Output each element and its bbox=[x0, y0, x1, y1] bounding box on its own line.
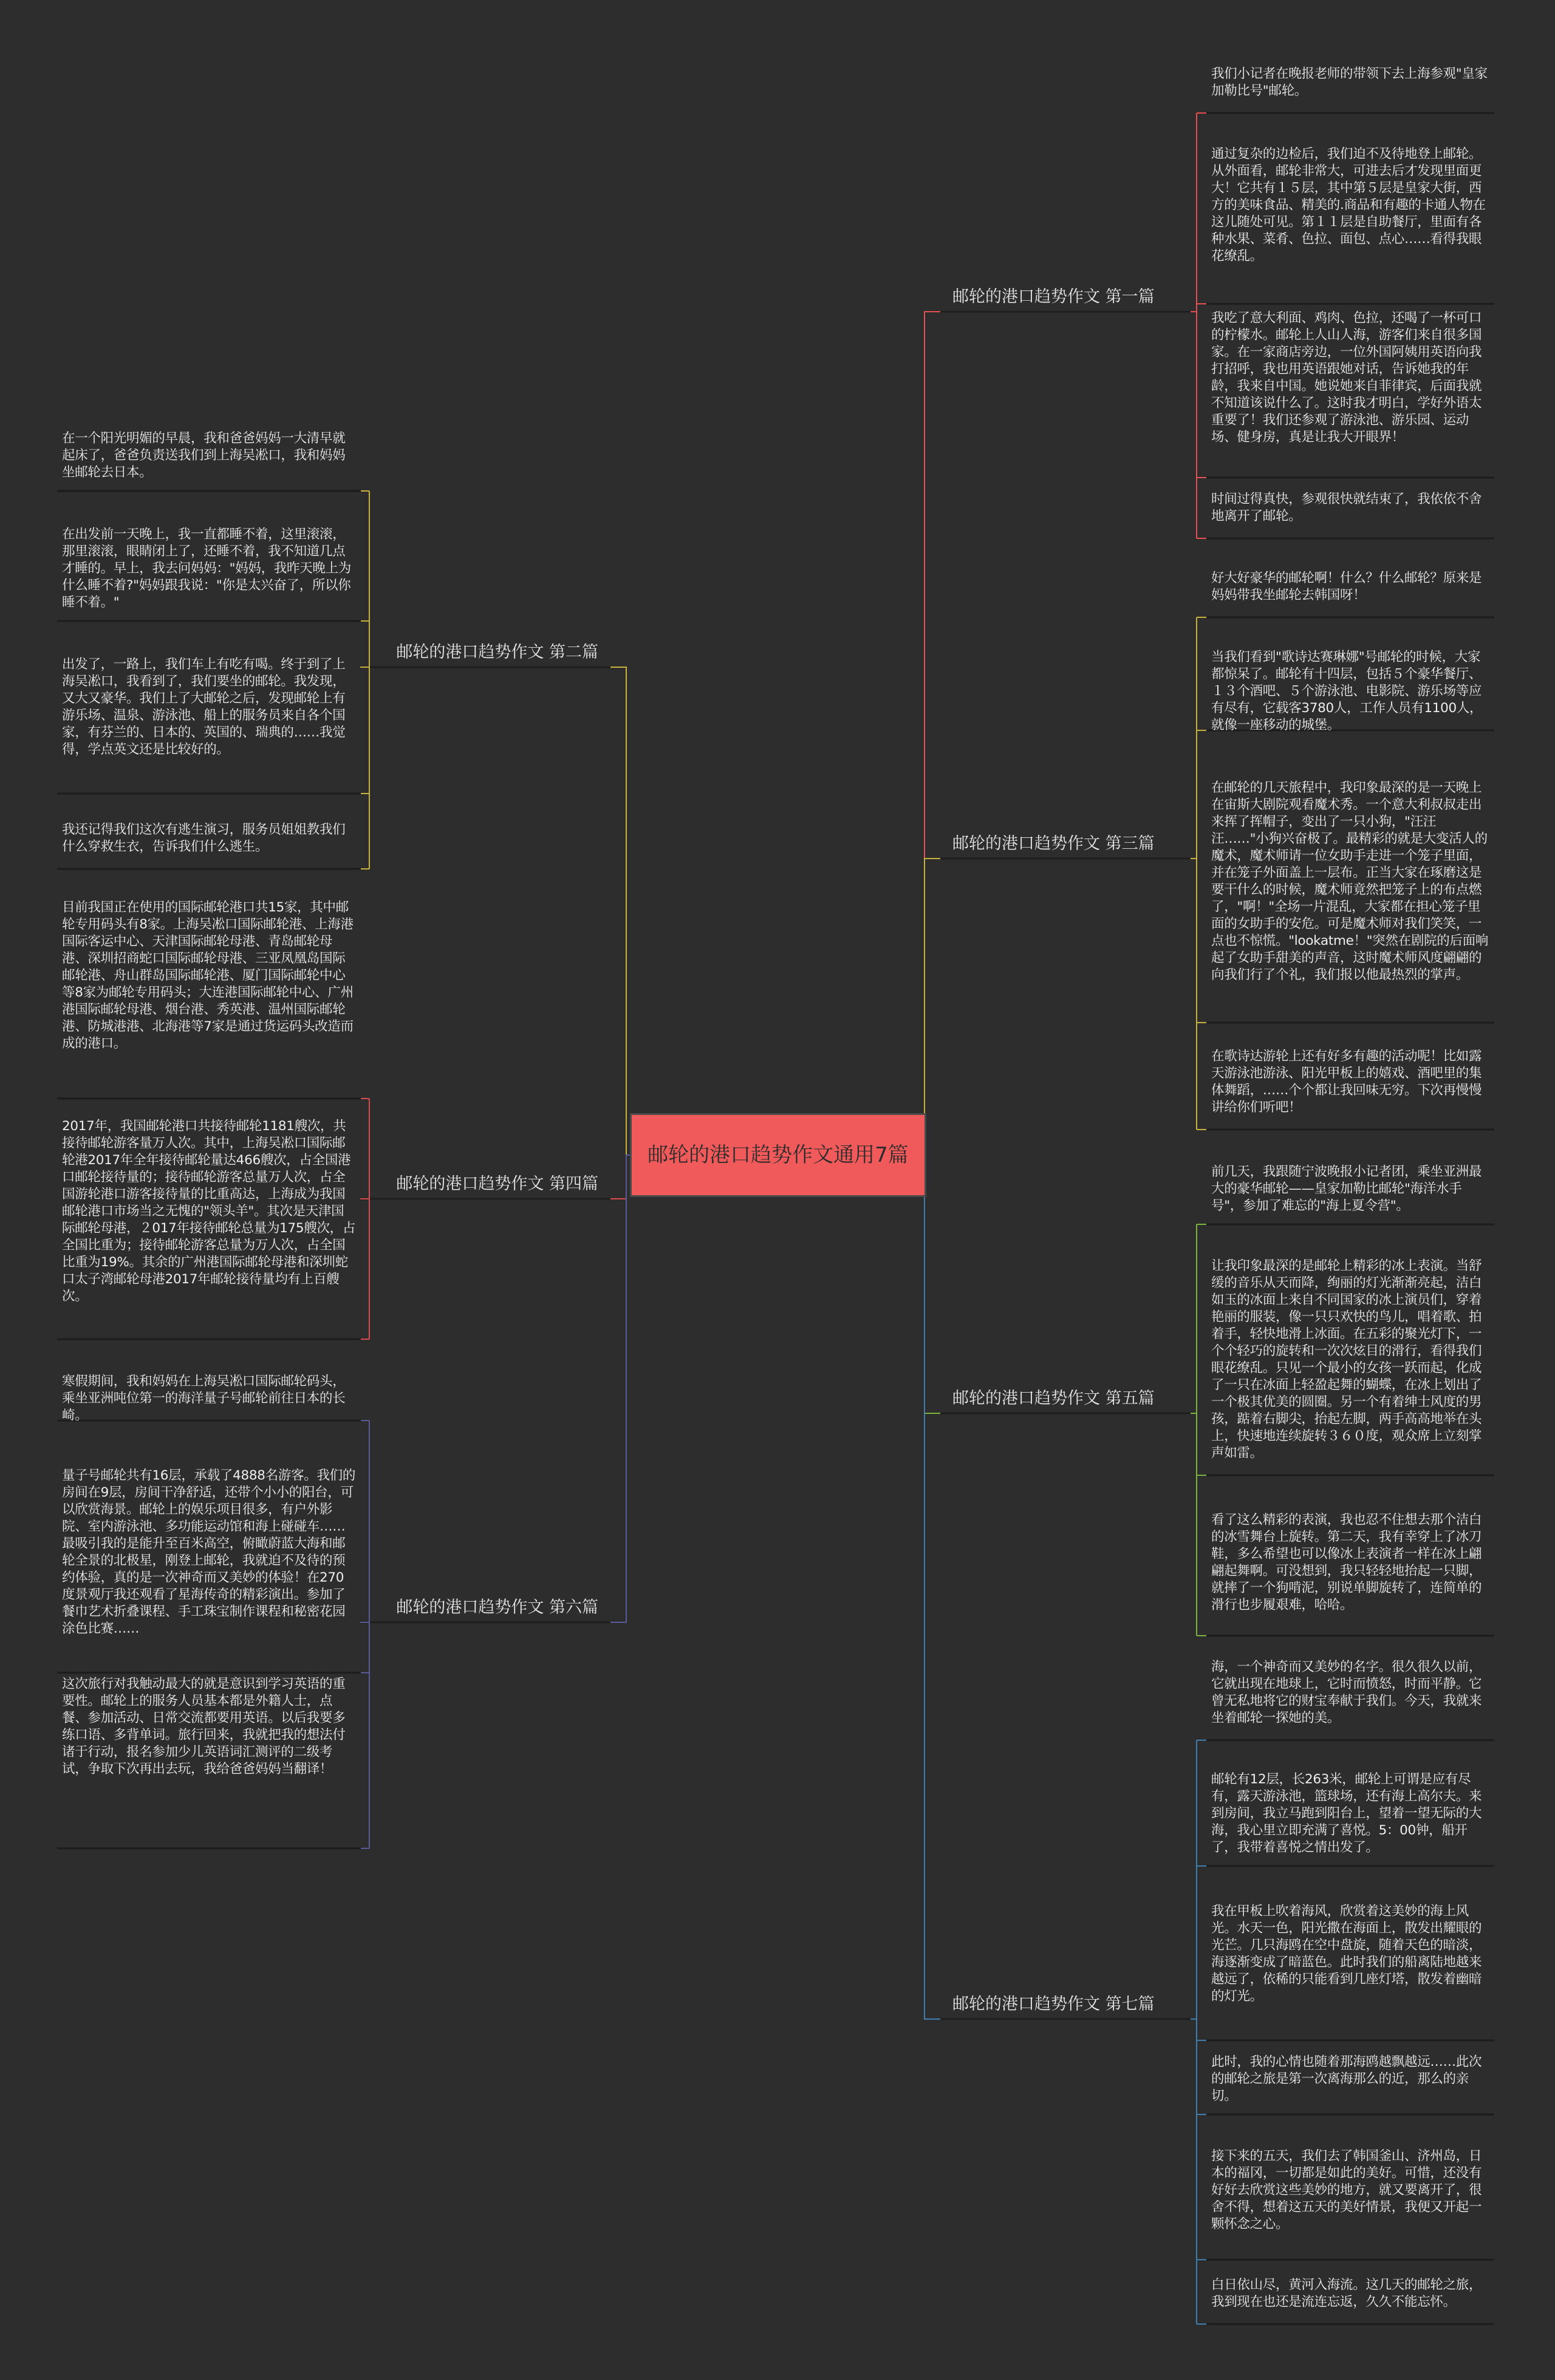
leaf-note: 白日依山尽，黄河入海流。这几天的邮轮之旅，我到现在也还是流连忘返，久久不能忘怀。 bbox=[1211, 2277, 1482, 2310]
central-topic-label: 邮轮的港口趋势作文通用7篇 bbox=[648, 1143, 909, 1167]
leaf-note: 接下来的五天，我们去了韩国釜山、济州岛，日本的福冈，一切都是如此的美好。可惜，还没有好好去欣赏这些美妙的地方，就又要离开了，很舍不得，想着这五天的美好情景，我便又开起一颗怀念之心。 bbox=[1211, 2149, 1482, 2232]
connector bbox=[924, 859, 940, 1155]
leaf-note: 邮轮有12层，长263米，邮轮上可谓是应有尽有，露天游泳池，篮球场，还有海上高尔夫。来到房间，我立马跑到阳台上，望着一望无际的大海，我心里立即充满了喜悦。5：00钟，船开了，我带着喜悦之情出发了。 bbox=[1211, 1772, 1482, 1855]
branch-topic-7[interactable]: 邮轮的港口趋势作文 第七篇 bbox=[952, 1995, 1155, 2014]
leaf-note: 让我印象最深的是邮轮上精彩的冰上表演。当舒缓的音乐从天而降，绚丽的灯光渐渐亮起，洁白如玉的冰面上来自不同国家的冰上演员们，穿着艳丽的服装，像一只只欢快的鸟儿，唱着歌、拍着手，轻快地滑上冰面。在五彩的聚光灯下，一个个轻巧的旋转和一次次炫目的滑行，看得我们眼花缭乱。只见一个最小的女孩一跃而起，化成了一只在冰面上轻盈起舞的蝴蝶，在冰上划出了一个极其优美的圆圈。另一个有着绅士风度的男孩，踮着右脚尖，抬起左脚，两手高高地举在头上，快速地连续旋转３６０度，观众席上立刻掌声如雷。 bbox=[1211, 1258, 1482, 1461]
leaf-note: 在歌诗达游轮上还有好多有趣的活动呢！比如露天游泳池游泳、阳光甲板上的嬉戏、酒吧里的集体舞蹈，……个个都让我回味无穷。下次再慢慢讲给你们听吧！ bbox=[1211, 1049, 1482, 1115]
branch-topic-1[interactable]: 邮轮的港口趋势作文 第一篇 bbox=[952, 287, 1155, 306]
leaf-note: 前几天，我跟随宁波晚报小记者团，乘坐亚洲最大的豪华邮轮——皇家加勒比邮轮"海洋水手号"，参加了难忘的"海上夏令营"。 bbox=[1211, 1164, 1482, 1213]
leaf-note: 这次旅行对我触动最大的就是意识到学习英语的重要性。邮轮上的服务人员基本都是外籍人士，点餐、参加活动、日常交流都要用英语。以后我要多练口语、多背单词。旅行回来，我就把我的想法付诸于行动，报名参加少儿英语词汇测评的二级考试，争取下次再出去玩，我给爸爸妈妈当翻译！ bbox=[62, 1676, 346, 1777]
leaf-note: 此时，我的心情也随着那海鸥越飘越远……此次的邮轮之旅是第一次离海那么的近，那么的亲切。 bbox=[1211, 2054, 1482, 2104]
leaf-note: 目前我国正在使用的国际邮轮港口共15家，其中邮轮专用码头有8家。上海吴凇口国际邮轮港、上海港国际客运中心、天津国际邮轮母港、青岛邮轮母港、深圳招商蛇口国际邮轮母港、三亚凤凰岛国际邮轮港、舟山群岛国际邮轮港、厦门国际邮轮中心等8家为邮轮专用码头；大连港国际邮轮中心、广州港国际邮轮母港、烟台港、秀英港、温州国际邮轮港、防城港港、北海港等7家是通过货运码头改造而成的港口。 bbox=[62, 900, 354, 1051]
branch-topic-3[interactable]: 邮轮的港口趋势作文 第三篇 bbox=[952, 834, 1155, 853]
branch-topic-5[interactable]: 邮轮的港口趋势作文 第五篇 bbox=[952, 1389, 1155, 1408]
leaf-note: 通过复杂的边检后，我们迫不及待地登上邮轮。从外面看，邮轮非常大，可进去后才发现里面更大！它共有１５层，其中第５层是皇家大街，西方的美味食品、精美的.商品和有趣的卡通人物在这儿随处可见。第１１层是自助餐厅，里面有各种水果、菜肴、色拉、面包、点心……看得我眼花缭乱。 bbox=[1211, 146, 1486, 264]
central-topic[interactable] bbox=[630, 1113, 926, 1197]
connector bbox=[924, 312, 940, 1155]
leaf-note: 在邮轮的几天旅程中，我印象最深的是一天晚上在宙斯大剧院观看魔术秀。一个意大利叔叔走出来挥了挥帽子，变出了一只小狗，"汪汪汪……"小狗兴奋极了。最精彩的就是大变活人的魔术，魔术师请一位女助手走进一个笼子里面，并在笼子外面盖上一层布。正当大家在琢磨这是要干什么的时候，魔术师竟然把笼子上的布点燃了，"啊！"全场一片混乱，大家都在担心笼子里面的女助手的安危。可是魔术师对我们笑笑，一点也不惊慌。"lookatme！"突然在剧院的后面响起了女助手甜美的声音，这时魔术师风度翩翩的向我们行了个礼，我们报以他最热烈的掌声。 bbox=[1211, 780, 1489, 983]
branch-topic-6[interactable]: 邮轮的港口趋势作文 第六篇 bbox=[396, 1598, 598, 1617]
leaf-note: 当我们看到"歌诗达赛琳娜"号邮轮的时候，大家都惊呆了。邮轮有十四层，包括５个豪华餐厅、１３个酒吧、５个游泳池、电影院、游乐场等应有尽有，它载客3780人，工作人员有1100人，就像一座移动的城堡。 bbox=[1211, 650, 1483, 733]
leaf-note: 看了这么精彩的表演，我也忍不住想去那个洁白的冰雪舞台上旋转。第二天，我有幸穿上了冰刀鞋，多么希望也可以像冰上表演者一样在冰上翩翩起舞啊。可没想到，我只轻轻地抬起一只脚，就摔了一个狗啃泥，别说单脚旋转了，连简单的滑行也步履艰难，哈哈。 bbox=[1211, 1512, 1482, 1613]
leaf-note: 好大好豪华的邮轮啊！什么？什么邮轮？原来是妈妈带我坐邮轮去韩国呀！ bbox=[1211, 571, 1482, 603]
leaf-note: 在一个阳光明媚的早晨，我和爸爸妈妈一大清早就起床了，爸爸负责送我们到上海吴凇口，我和妈妈坐邮轮去日本。 bbox=[62, 431, 346, 480]
connector bbox=[610, 667, 630, 1155]
connector bbox=[924, 1155, 940, 2019]
connector bbox=[610, 1155, 630, 1622]
leaf-note: 我还记得我们这次有逃生演习，服务员姐姐教我们什么穿救生衣，告诉我们什么逃生。 bbox=[62, 822, 346, 854]
leaf-note: 时间过得真快，参观很快就结束了，我依依不舍地离开了邮轮。 bbox=[1211, 492, 1482, 524]
leaf-note: 海，一个神奇而又美妙的名字。很久很久以前，它就出现在地球上，它时而愤怒，时而平静。它曾无私地将它的财宝奉献于我们。今天，我就来坐着邮轮一探她的美。 bbox=[1211, 1659, 1482, 1726]
leaf-note: 我们小记者在晚报老师的带领下去上海参观"皇家加勒比号"邮轮。 bbox=[1211, 66, 1488, 98]
branch-topic-2[interactable]: 邮轮的港口趋势作文 第二篇 bbox=[396, 643, 598, 662]
leaf-note: 我在甲板上吹着海风，欣赏着这美妙的海上风光。水天一色，阳光撒在海面上，散发出耀眼的光芒。几只海鸥在空中盘旋，随着天色的暗淡，海逐渐变成了暗蓝色。此时我们的船离陆地越来越远了，依稀的只能看到几座灯塔，散发着幽暗的灯光。 bbox=[1211, 1904, 1482, 2004]
connector bbox=[924, 1155, 940, 1413]
leaf-note: 我吃了意大利面、鸡肉、色拉，还喝了一杯可口的柠檬水。邮轮上人山人海，游客们来自很多国家。在一家商店旁边，一位外国阿姨用英语向我打招呼，我也用英语跟她对话，告诉她我的年龄，我来自中国。她说她来自菲律宾，后面我就不知道该说什么了。这时我才明白，学好外语太重要了！我们还参观了游泳池、游乐园、运动场、健身房，真是让我大开眼界！ bbox=[1211, 310, 1482, 445]
leaf-note: 2017年，我国邮轮港口共接待邮轮1181艘次，共接待邮轮游客量万人次。其中，上海吴凇口国际邮轮港2017年全年接待邮轮量达466艘次，占全国港口邮轮接待量的；接待邮轮游客总量万人次，占全国游轮港口游客接待量的比重高达，上海成为我国邮轮港口市场当之无愧的"领头羊"。其次是天津国际邮轮母港，２017年接待邮轮总量为175艘次，占全国比重为；接待邮轮游客总量为万人次，占全国比重为19%。其余的广州港国际邮轮母港和深圳蛇口太子湾邮轮母港2017年邮轮接待量均有上百艘次。 bbox=[62, 1119, 356, 1304]
connector bbox=[610, 1155, 630, 1199]
leaf-note: 量子号邮轮共有16层，承载了4888名游客。我们的房间在9层，房间干净舒适，还带个小小的阳台，可以欣赏海景。邮轮上的娱乐项目很多，有户外影院、室内游泳池、多功能运动馆和海上碰碰车……最吸引我的是能升至百米高空，俯瞰蔚蓝大海和邮轮全景的北极星，刚登上邮轮，我就迫不及待的预约体验，真的是一次神奇而又美妙的体验！在270度景观厅我还观看了星海传奇的精彩演出。参加了餐巾艺术折叠课程、手工珠宝制作课程和秘密花园涂色比赛…… bbox=[62, 1468, 356, 1636]
leaf-note: 出发了，一路上，我们车上有吃有喝。终于到了上海吴凇口，我看到了，我们要坐的邮轮。我发现，又大又豪华。我们上了大邮轮之后，发现邮轮上有游乐场、温泉、游泳池、船上的服务员来自各个国家，有芬兰的、日本的、英国的、瑞典的……我觉得，学点英文还是比较好的。 bbox=[62, 657, 346, 757]
leaf-note: 寒假期间，我和妈妈在上海吴凇口国际邮轮码头，乘坐亚洲吨位第一的海洋量子号邮轮前往日本的长崎。 bbox=[62, 1374, 346, 1423]
leaf-note: 在出发前一天晚上，我一直都睡不着，这里滚滚，那里滚滚，眼睛闭上了，还睡不着，我不知道几点才睡的。早上，我去问妈妈："妈妈，我昨天晚上为什么睡不着?"妈妈跟我说："你是太兴奋了，所以你睡不着。" bbox=[62, 527, 351, 610]
branch-topic-4[interactable]: 邮轮的港口趋势作文 第四篇 bbox=[396, 1175, 598, 1193]
